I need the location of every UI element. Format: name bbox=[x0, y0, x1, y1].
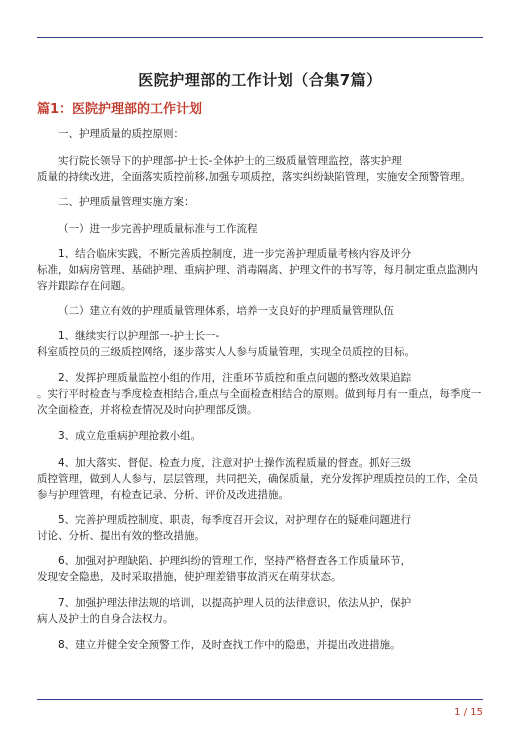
paragraph-item-2: 2、发挥护理质量监控小组的作用，注重环节质控和重点问题的整改效果追踪 。实行平时检查与季度检查相结合,重点与全面检查相结合的原则。做到每月有一重点，每季度一 次全面检查，并将检查情况及时向护理部反馈。 bbox=[37, 372, 482, 416]
paragraph-item-5: 5、完善护理质控制度、职责，每季度召开会议，对护理存在的疑难问题进行 讨论、分析、提出有效的整改措施。 bbox=[37, 514, 412, 542]
paragraph-subheading-2: （二）建立有效的护理质量管理体系，培养一支良好的护理质量管理队伍 bbox=[58, 305, 394, 317]
paragraph-item-7: 7、加强护理法律法规的培训，以提高护理人员的法律意识，依法从护，保护 病人及护士的自身合法权力。 bbox=[37, 597, 412, 625]
paragraph-item-1a: 1、结合临床实践，不断完善质控制度，进一步完善护理质量考核内容及评分 标准，如病房管理、基础护理、重病护理、消毒隔离、护理文件的书写等，每月制定重点监测内 容并跟踪存在问题。 bbox=[37, 248, 478, 292]
paragraph-item-6: 6、加强对护理缺陷、护理纠纷的管理工作，坚持严格督查各工作质量环节， 发现安全隐患，及时采取措施，使护理差错事故消灭在萌芽状态。 bbox=[37, 555, 412, 583]
page-number: 1 / 15 bbox=[454, 707, 483, 718]
document-title: 医院护理部的工作计划（合集7篇） bbox=[138, 71, 382, 89]
footer-rule bbox=[37, 699, 483, 700]
paragraph-item-3: 3、成立危重病护理抢救小组。 bbox=[58, 430, 202, 442]
paragraph-item-1b: 1、继续实行以护理部一-护士长一- 科室质控员的三级质控网络，逐步落实人人参与质量管理，实现全员质控的目标。 bbox=[37, 330, 415, 358]
paragraph-item-4: 4、加大落实、督促、检查力度，注意对护士操作流程质量的督查。抓好三级 质控管理，做到人人参与，层层管理，共同把关，确保质量，充分发挥护理质控员的工作，全员 参与护理管理，有检查记录、分析、评价及改进措施。 bbox=[37, 457, 478, 501]
section-title: 篇1：医院护理部的工作计划 bbox=[37, 102, 203, 117]
paragraph-item-8: 8、建立并健全安全预警工作，及时查找工作中的隐患，并提出改进措施。 bbox=[58, 639, 401, 651]
paragraph-quality-principle: 实行院长领导下的护理部-护士长-全体护士的三级质量管理监控，落实护理 质量的持续改进，全面落实质控前移,加强专项质控，落实纠纷缺陷管理，实施安全预警管理。 bbox=[37, 155, 471, 183]
header-rule bbox=[37, 37, 483, 38]
paragraph-subheading-1: （一）进一步完善护理质量标准与工作流程 bbox=[58, 223, 258, 235]
paragraph-quality-principle-heading: 一、护理质量的质控原则： bbox=[58, 128, 184, 140]
paragraph-plan-heading: 二、护理质量管理实施方案： bbox=[58, 196, 195, 208]
